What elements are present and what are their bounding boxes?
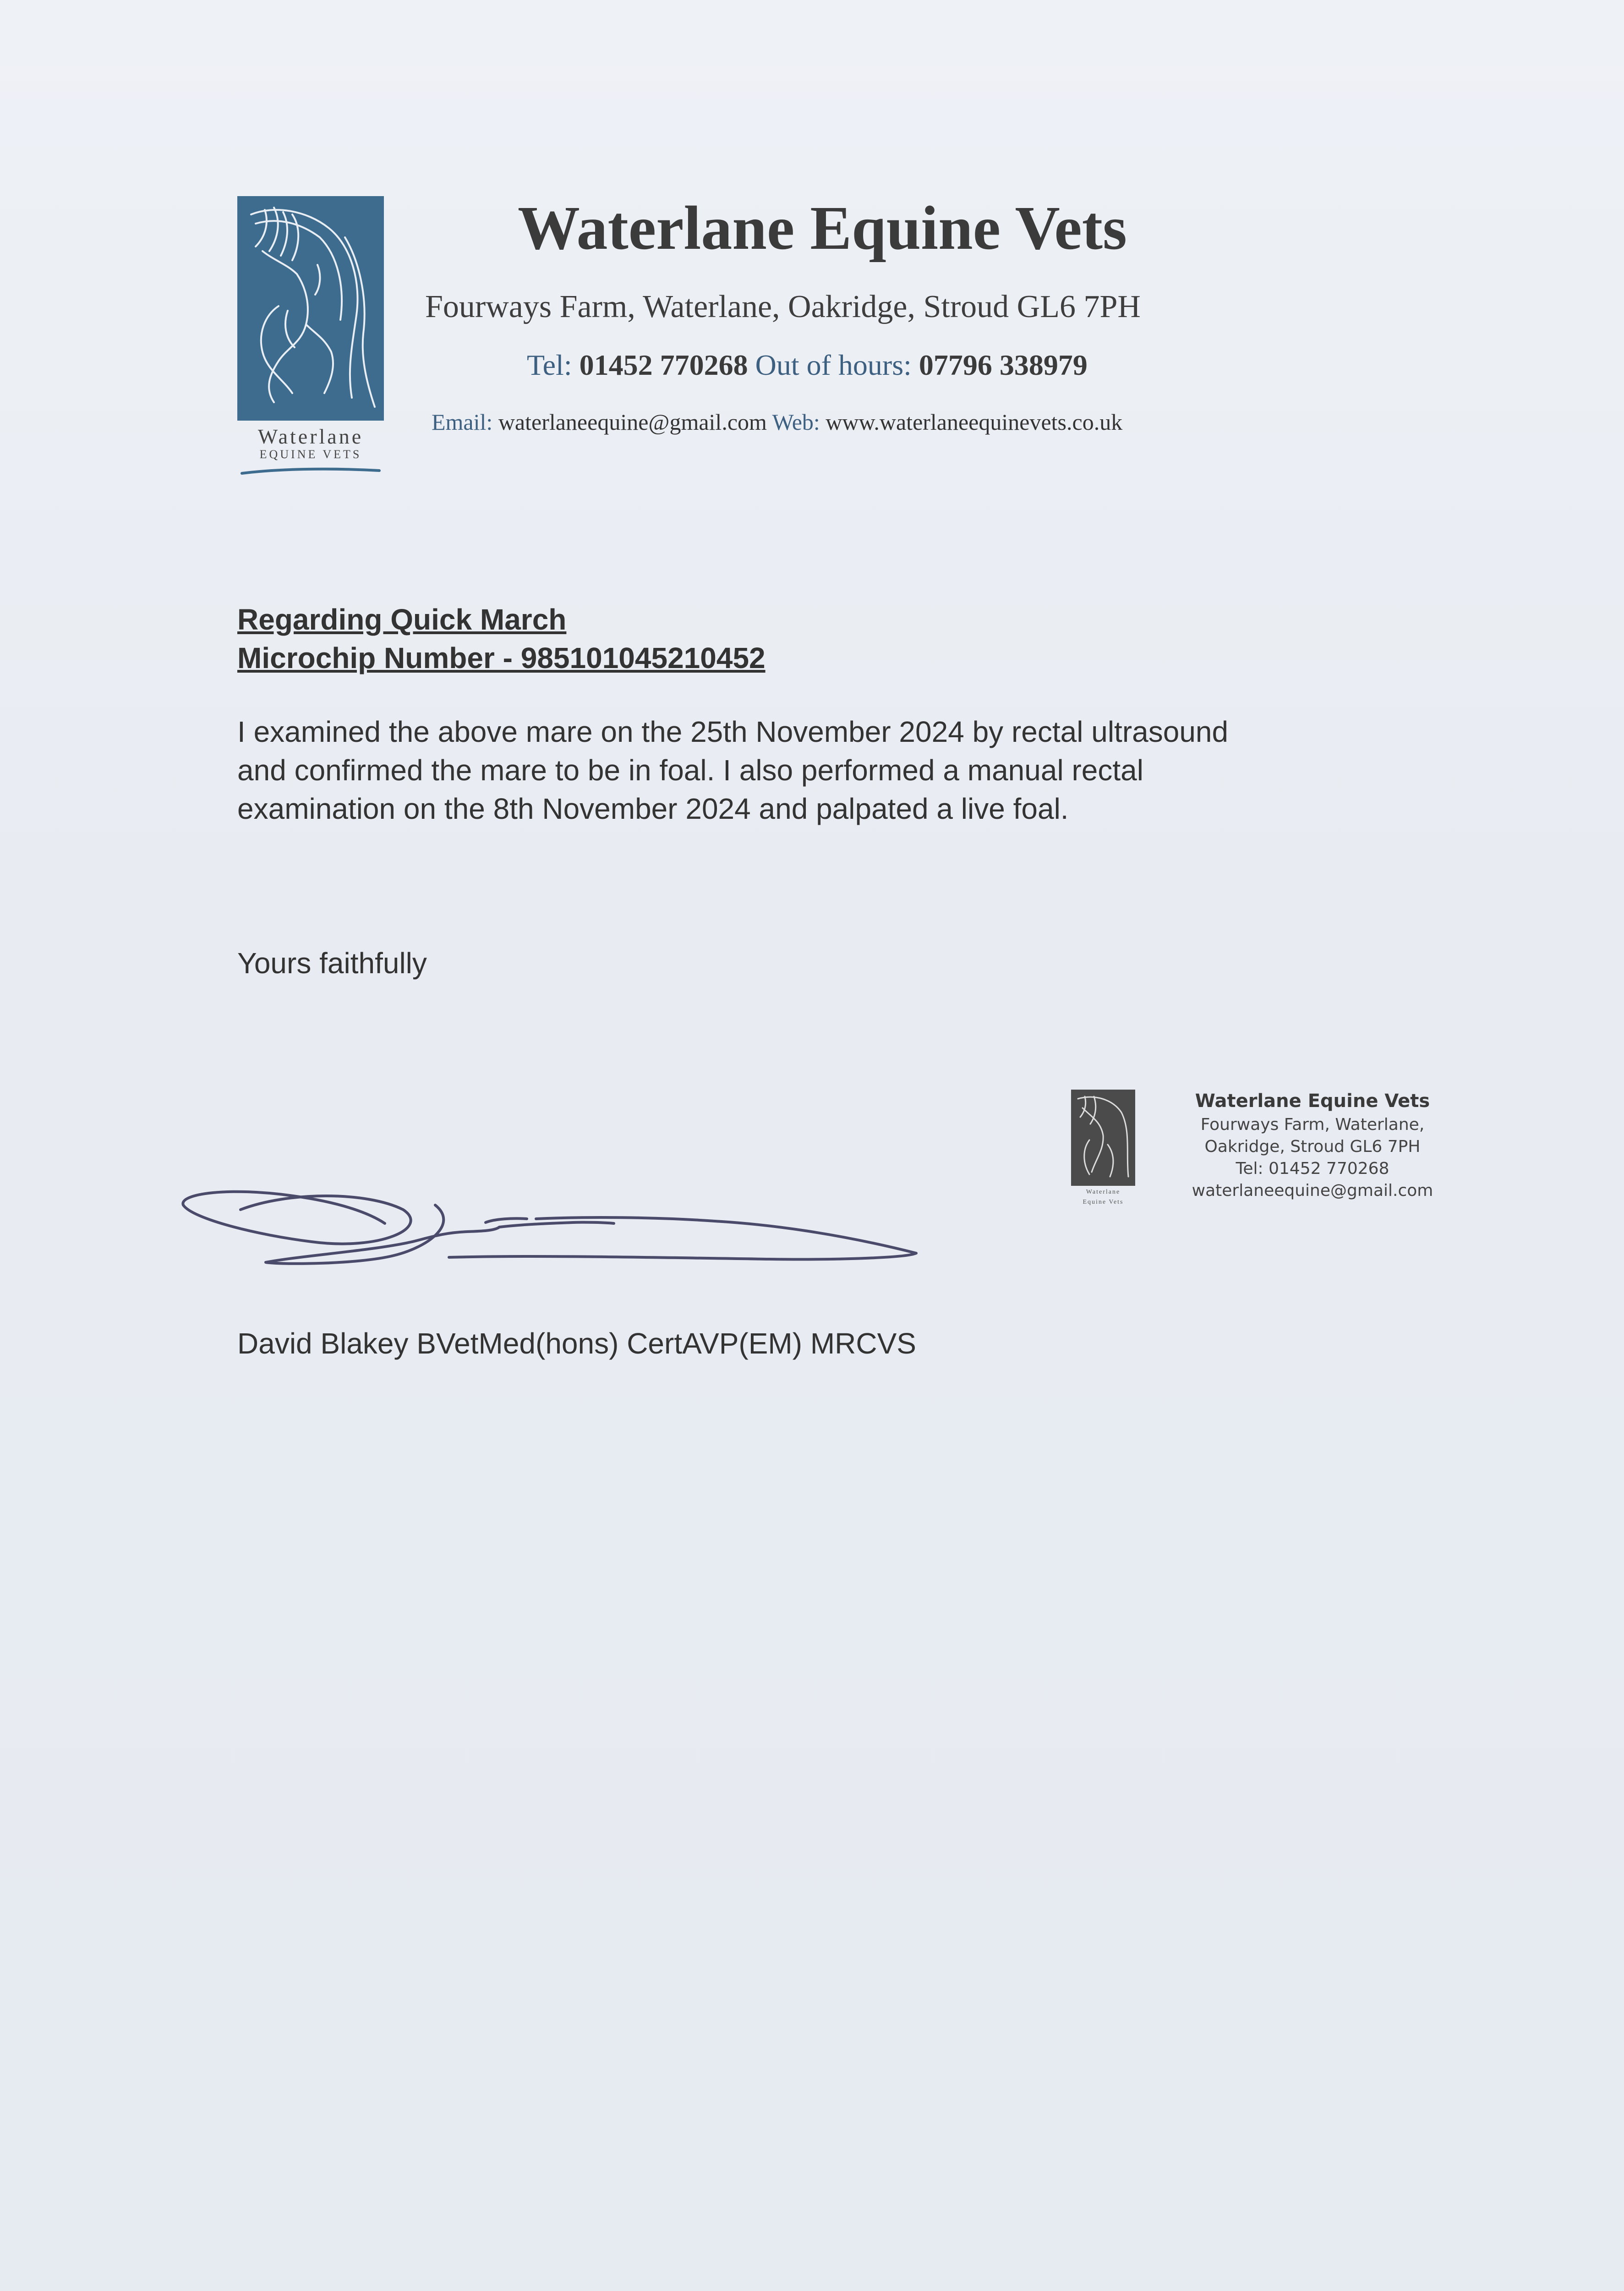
- practice-contact-line: [432, 409, 1122, 435]
- body-line-1: I examined the above mare on the 25th November 2024 by rectal ultrasound: [237, 715, 1229, 748]
- signer-name: David Blakey BVetMed(hons) CertAVP(EM) MRCVS: [237, 1327, 916, 1360]
- email-value: waterlaneequine@gmail.com: [498, 409, 767, 435]
- stamp-line-2: Oakridge, Stroud GL6 7PH: [1204, 1137, 1421, 1156]
- ooh-label: Out of hours:: [755, 349, 912, 381]
- practice-phone-line: [527, 348, 1088, 382]
- stamp-line-1: Fourways Farm, Waterlane,: [1200, 1115, 1425, 1134]
- body-line-3: examination on the 8th November 2024 and palpated a live foal.: [237, 792, 1069, 825]
- handwritten-signature: [174, 1173, 944, 1310]
- logo-swoosh-icon: [237, 465, 384, 476]
- letter-closing: Yours faithfully: [237, 947, 427, 980]
- stamp-name: Waterlane Equine Vets: [1195, 1091, 1430, 1112]
- logo-subtitle: EQUINE VETS: [259, 448, 362, 461]
- stamp-logo: [1071, 1090, 1135, 1206]
- stamp-logo-sub: Equine Vets: [1083, 1199, 1124, 1206]
- tel-label: Tel:: [527, 349, 572, 381]
- horse-logo-icon: [237, 196, 384, 421]
- web-value: www.waterlaneequinevets.co.uk: [826, 409, 1123, 435]
- ooh-value: 07796 338979: [919, 349, 1088, 381]
- stamp-line-4: waterlaneequine@gmail.com: [1192, 1181, 1433, 1200]
- letter-body: [237, 713, 1383, 828]
- practice-name: Waterlane Equine Vets: [518, 194, 1127, 263]
- stamp-line-3: Tel: 01452 770268: [1236, 1159, 1389, 1178]
- subject-horse-name: Regarding Quick March: [237, 603, 567, 636]
- practice-address: Fourways Farm, Waterlane, Oakridge, Stroud GL6 7PH: [425, 289, 1141, 324]
- letter-subject: [237, 600, 766, 677]
- web-label: Web:: [772, 409, 820, 435]
- subject-microchip: Microchip Number - 985101045210452: [237, 641, 766, 674]
- body-line-2: and confirmed the mare to be in foal. I also performed a manual rectal: [237, 754, 1143, 787]
- email-label: Email:: [432, 409, 493, 435]
- letterhead-logo: [237, 196, 388, 476]
- practice-stamp: [1166, 1088, 1459, 1202]
- stamp-logo-word: Waterlane: [1086, 1189, 1121, 1195]
- stamp-horse-icon: [1071, 1090, 1135, 1186]
- tel-value: 01452 770268: [579, 349, 748, 381]
- logo-wordmark: Waterlane: [257, 425, 364, 448]
